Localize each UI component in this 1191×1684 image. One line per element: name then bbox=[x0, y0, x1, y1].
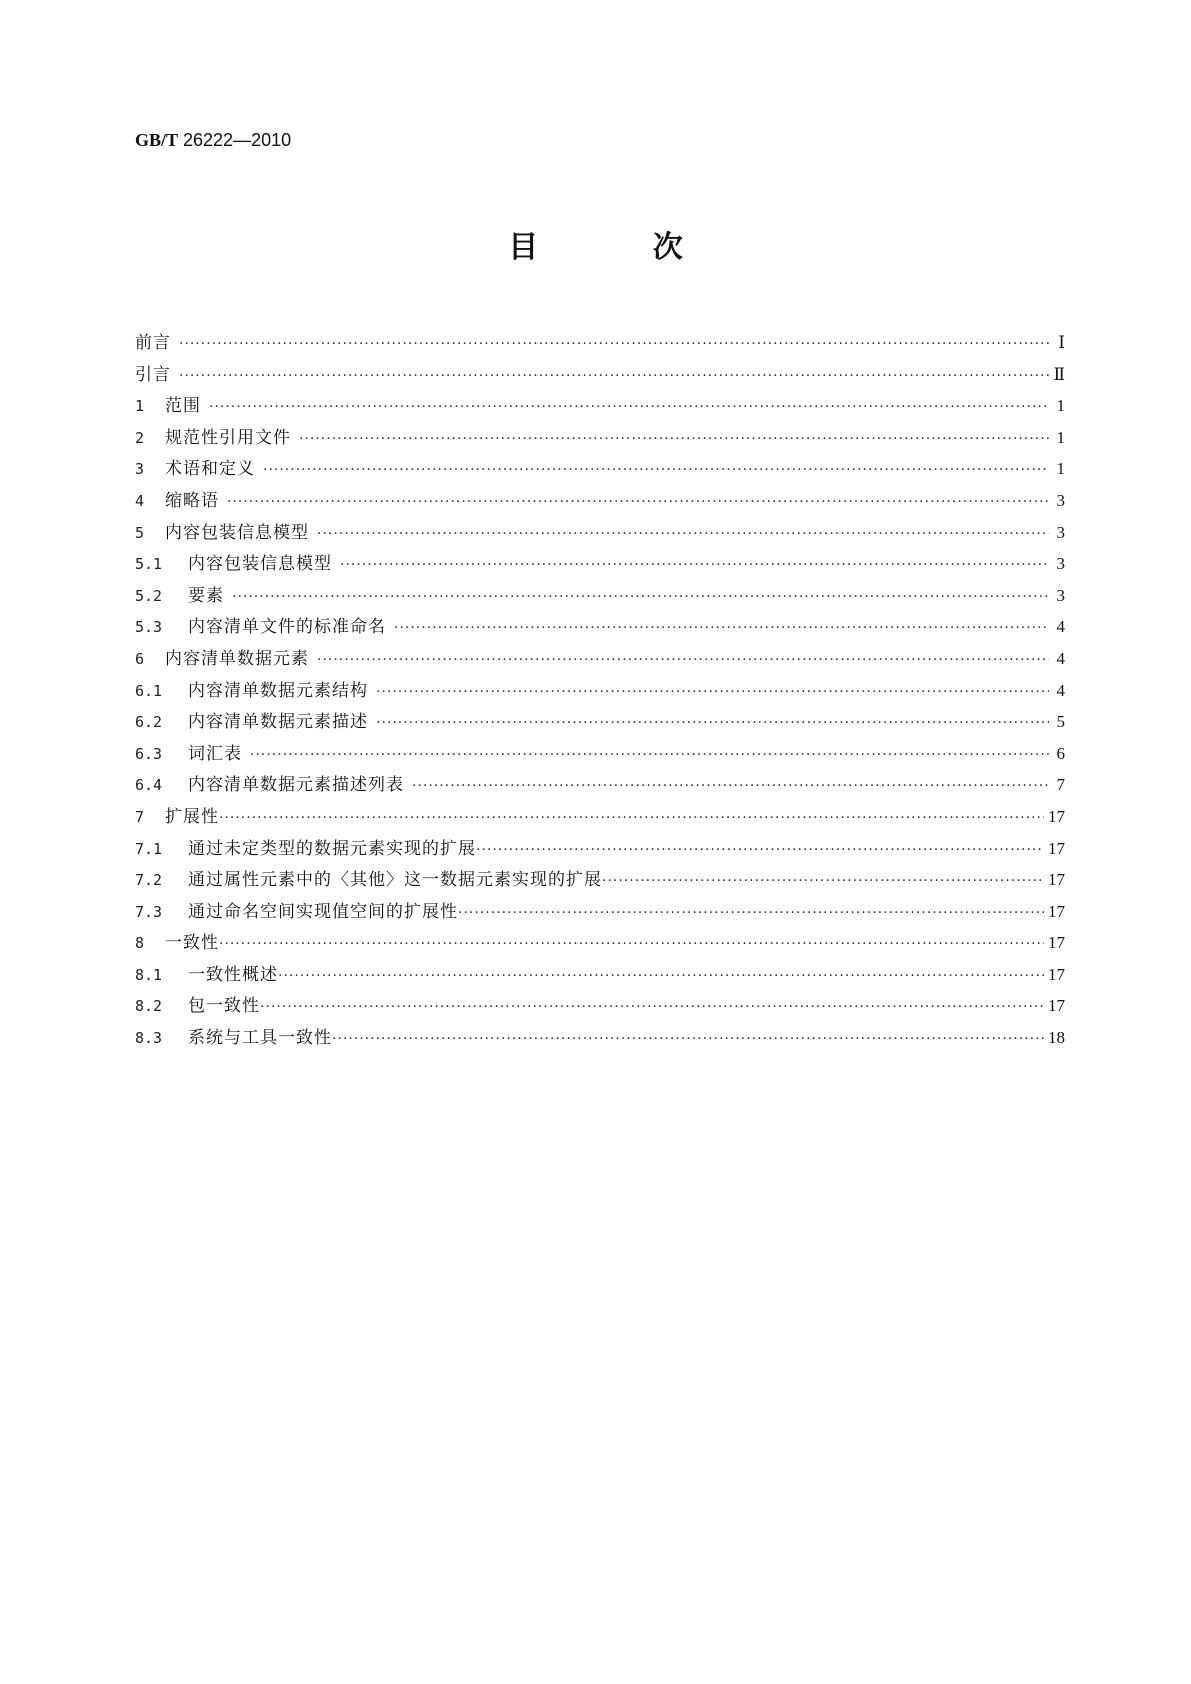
toc-dot-leader bbox=[332, 1024, 1044, 1056]
toc-dot-leader bbox=[317, 645, 1049, 677]
toc-entry-number: 5.3 bbox=[135, 618, 163, 637]
toc-entry-page: 7 bbox=[1056, 775, 1065, 795]
toc-entry-number: 1 bbox=[135, 397, 145, 416]
toc-entry[interactable] bbox=[135, 990, 1065, 1022]
toc-entry-number: 6.3 bbox=[135, 744, 163, 763]
toc-entry[interactable] bbox=[135, 706, 1065, 738]
toc-entry-page: 1 bbox=[1056, 459, 1065, 479]
toc-entry-page: 17 bbox=[1048, 870, 1065, 890]
toc-entry-label: 词汇表 bbox=[188, 743, 242, 764]
toc-entry-number: 8.2 bbox=[135, 997, 163, 1016]
toc-entry-page: 3 bbox=[1056, 522, 1065, 542]
toc-dot-leader bbox=[179, 361, 1049, 393]
toc-entry-number: 7.1 bbox=[135, 839, 163, 858]
toc-entry-label: 内容包装信息模型 bbox=[165, 522, 309, 543]
toc-entry-page: 5 bbox=[1056, 712, 1065, 732]
toc-entry[interactable] bbox=[135, 611, 1065, 643]
toc-entry-number: 8.1 bbox=[135, 965, 163, 984]
toc-entry[interactable] bbox=[135, 959, 1065, 991]
toc-dot-leader bbox=[602, 866, 1044, 898]
toc-entry-page: 3 bbox=[1056, 490, 1065, 510]
toc-entry-label: 引言 bbox=[135, 364, 171, 385]
toc-entry-number: 2 bbox=[135, 428, 145, 447]
toc-entry-label: 一致性 bbox=[165, 933, 219, 954]
toc-entry-number: 4 bbox=[135, 491, 145, 510]
toc-dot-leader bbox=[219, 803, 1044, 835]
toc-dot-leader bbox=[260, 992, 1044, 1024]
toc-entry-number: 6.2 bbox=[135, 713, 163, 732]
toc-entry-page: Ⅰ bbox=[1058, 333, 1065, 352]
toc-entry-page: 17 bbox=[1048, 838, 1065, 858]
toc-entry[interactable] bbox=[135, 390, 1065, 422]
toc-entry-page: 4 bbox=[1056, 648, 1065, 668]
toc-entry-label: 内容清单文件的标准命名 bbox=[188, 617, 386, 638]
toc-entry-page: 17 bbox=[1048, 901, 1065, 921]
toc-entry-number: 6.1 bbox=[135, 681, 163, 700]
toc-dot-leader bbox=[227, 487, 1049, 519]
toc-dot-leader bbox=[263, 455, 1049, 487]
toc-entry-page: 17 bbox=[1048, 933, 1065, 953]
toc-dot-leader bbox=[458, 898, 1044, 930]
toc-entry-label: 缩略语 bbox=[165, 490, 219, 511]
toc-entry[interactable] bbox=[135, 738, 1065, 770]
toc-entry-label: 内容清单数据元素结构 bbox=[188, 680, 368, 701]
toc-dot-leader bbox=[376, 677, 1049, 709]
toc-entry-page: 3 bbox=[1056, 554, 1065, 574]
toc-entry-label: 前言 bbox=[135, 333, 171, 353]
toc-entry-number: 5.2 bbox=[135, 586, 163, 605]
toc-dot-leader bbox=[412, 771, 1049, 803]
toc-dot-leader bbox=[299, 424, 1049, 456]
toc-dot-leader bbox=[317, 519, 1049, 551]
toc-dot-leader bbox=[209, 392, 1049, 424]
toc-entry-number: 5 bbox=[135, 523, 145, 542]
table-of-contents bbox=[135, 327, 1065, 1054]
toc-entry-page: 1 bbox=[1056, 427, 1065, 447]
toc-entry-label: 通过命名空间实现值空间的扩展性 bbox=[188, 901, 458, 922]
toc-entry-page: Ⅱ bbox=[1053, 364, 1065, 384]
toc-entry[interactable] bbox=[135, 327, 1065, 359]
toc-entry[interactable] bbox=[135, 359, 1065, 391]
toc-entry-number: 7 bbox=[135, 807, 145, 826]
toc-entry-label: 术语和定义 bbox=[165, 459, 255, 480]
toc-entry[interactable] bbox=[135, 1022, 1065, 1054]
toc-entry-number: 5.1 bbox=[135, 555, 163, 574]
standard-prefix: GB/T bbox=[135, 130, 179, 150]
toc-entry-label: 范围 bbox=[165, 396, 201, 417]
toc-entry-label: 包一致性 bbox=[188, 996, 260, 1017]
toc-entry-label: 内容包装信息模型 bbox=[188, 554, 332, 575]
standard-number: 26222—2010 bbox=[183, 130, 292, 150]
toc-entry-number: 8.3 bbox=[135, 1029, 163, 1048]
toc-entry[interactable] bbox=[135, 643, 1065, 675]
toc-entry-label: 通过属性元素中的〈其他〉这一数据元素实现的扩展 bbox=[188, 870, 602, 891]
toc-entry-label: 通过未定类型的数据元素实现的扩展 bbox=[188, 838, 476, 859]
toc-dot-leader bbox=[278, 961, 1044, 993]
toc-dot-leader bbox=[232, 582, 1049, 614]
toc-entry[interactable] bbox=[135, 422, 1065, 454]
toc-entry-page: 4 bbox=[1056, 680, 1065, 700]
toc-entry-page: 18 bbox=[1048, 1028, 1065, 1048]
toc-entry-number: 6 bbox=[135, 649, 145, 668]
toc-entry-page: 17 bbox=[1048, 996, 1065, 1016]
toc-entry[interactable] bbox=[135, 517, 1065, 549]
toc-entry-label: 系统与工具一致性 bbox=[188, 1028, 332, 1049]
toc-entry-page: 3 bbox=[1056, 585, 1065, 605]
toc-entry[interactable] bbox=[135, 896, 1065, 928]
toc-entry-number: 6.4 bbox=[135, 776, 163, 795]
toc-entry-page: 4 bbox=[1056, 617, 1065, 637]
toc-entry-page: 1 bbox=[1056, 396, 1065, 416]
toc-entry-page: 17 bbox=[1048, 964, 1065, 984]
toc-entry-label: 规范性引用文件 bbox=[165, 427, 291, 448]
toc-entry[interactable] bbox=[135, 485, 1065, 517]
toc-entry[interactable] bbox=[135, 675, 1065, 707]
toc-entry[interactable] bbox=[135, 801, 1065, 833]
toc-entry[interactable] bbox=[135, 927, 1065, 959]
toc-entry-label: 内容清单数据元素描述列表 bbox=[188, 775, 404, 796]
toc-entry[interactable] bbox=[135, 548, 1065, 580]
toc-entry[interactable] bbox=[135, 833, 1065, 865]
toc-entry[interactable] bbox=[135, 580, 1065, 612]
toc-entry-page: 17 bbox=[1048, 806, 1065, 826]
toc-entry-page: 6 bbox=[1056, 743, 1065, 763]
document-id bbox=[135, 128, 291, 153]
toc-entry[interactable] bbox=[135, 453, 1065, 485]
toc-entry-label: 内容清单数据元素 bbox=[165, 648, 309, 669]
toc-dot-leader bbox=[376, 708, 1049, 740]
page-title: 目 次 bbox=[508, 230, 735, 265]
toc-entry-label: 一致性概述 bbox=[188, 964, 278, 985]
toc-dot-leader bbox=[340, 550, 1049, 582]
toc-entry-label: 内容清单数据元素描述 bbox=[188, 712, 368, 733]
toc-entry[interactable] bbox=[135, 769, 1065, 801]
toc-entry-label: 要素 bbox=[188, 585, 224, 606]
toc-dot-leader bbox=[250, 740, 1049, 772]
toc-dot-leader bbox=[219, 929, 1044, 961]
toc-dot-leader bbox=[179, 329, 1049, 361]
toc-entry[interactable] bbox=[135, 864, 1065, 896]
toc-entry-number: 8 bbox=[135, 934, 145, 953]
toc-entry-number: 7.3 bbox=[135, 902, 163, 921]
toc-dot-leader bbox=[476, 835, 1044, 867]
toc-entry-number: 7.2 bbox=[135, 871, 163, 890]
toc-entry-number: 3 bbox=[135, 460, 145, 479]
toc-dot-leader bbox=[394, 613, 1049, 645]
toc-entry-label: 扩展性 bbox=[165, 806, 219, 827]
